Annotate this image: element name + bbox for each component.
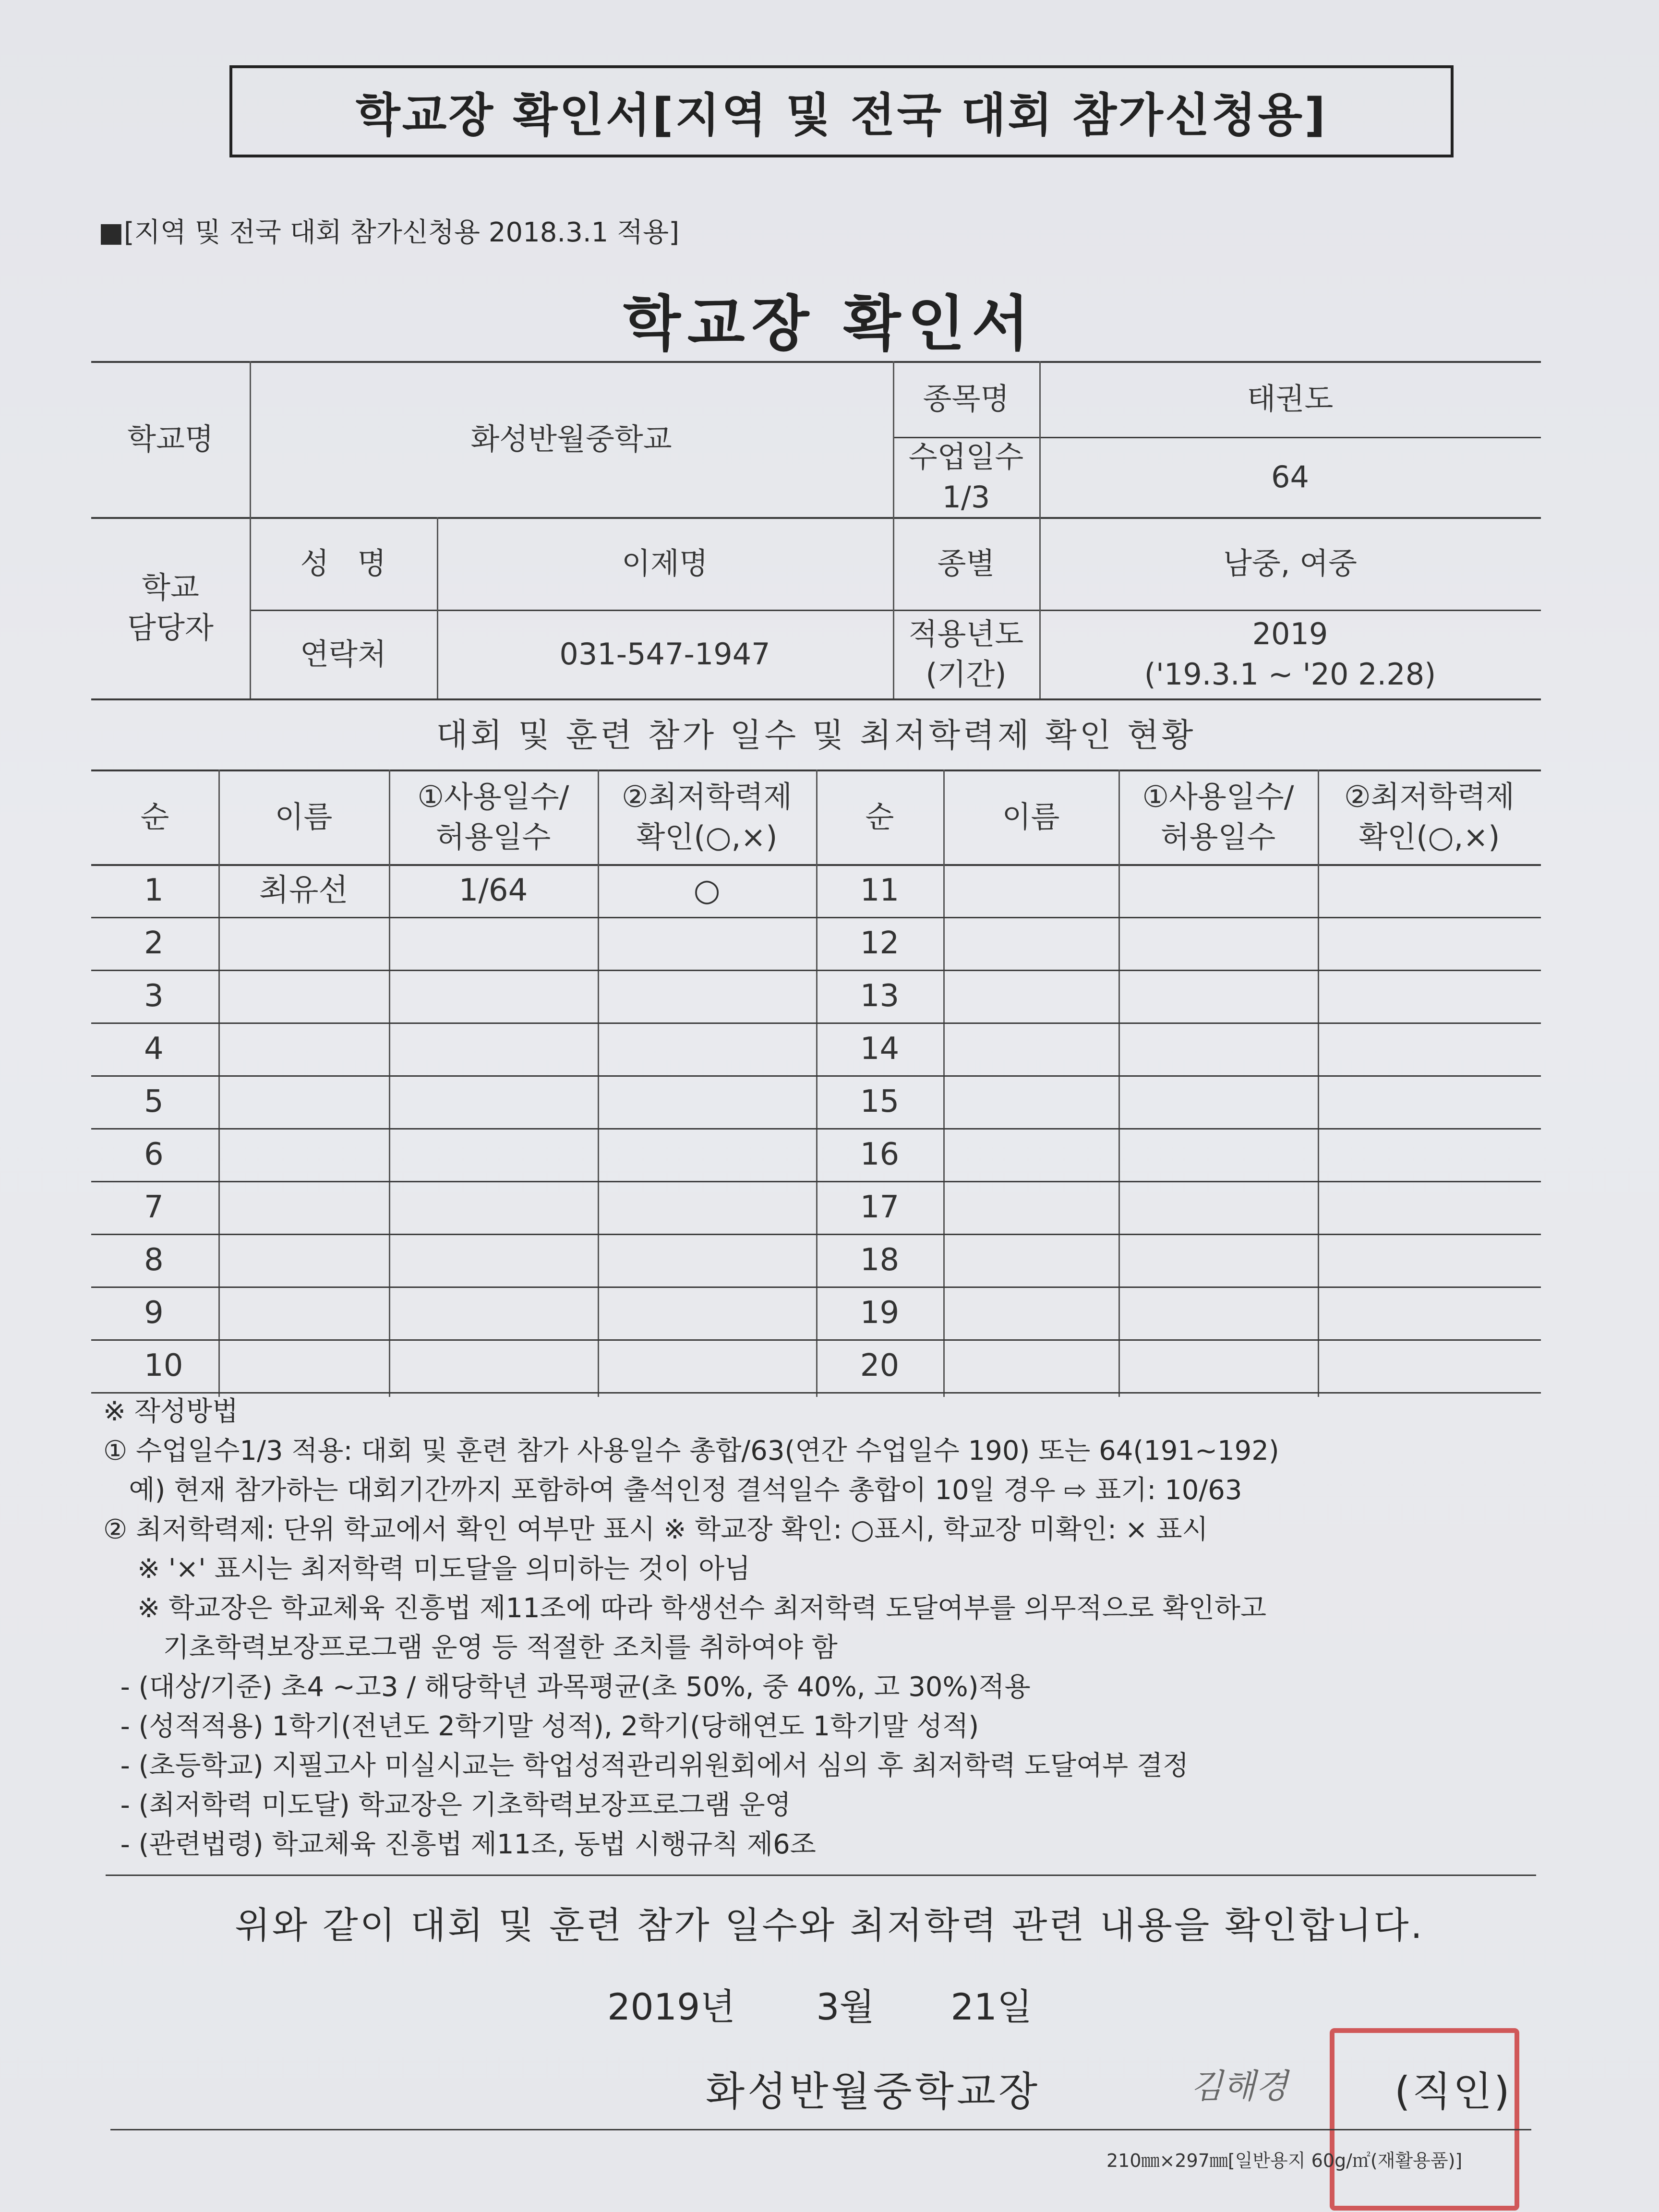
row-check-left <box>598 917 816 970</box>
row-num-right: 18 <box>860 1242 900 1278</box>
header-name-right: 이름 <box>1002 799 1060 834</box>
type-value: 남중, 여중 <box>1223 545 1357 581</box>
row-name-left <box>218 1234 389 1286</box>
seal-label: (직인) <box>1395 2068 1512 2115</box>
row-num-left: 8 <box>144 1242 164 1278</box>
row-num-left: 10 <box>144 1347 183 1383</box>
row-days-left <box>389 1128 598 1181</box>
notes-heading: ※ 작성방법 <box>103 1396 239 1427</box>
row-num-right: 16 <box>860 1136 900 1172</box>
note-header: ■[지역 및 전국 대회 참가신청용 2018.3.1 적용] <box>98 217 680 248</box>
contact-value: 031-547-1947 <box>559 636 770 672</box>
row-name-left: 최유선 <box>259 872 349 908</box>
header-num-right: 순 <box>865 799 894 834</box>
paper-spec: 210㎜×297㎜[일반용지 60g/㎡(재활용품)] <box>1106 2150 1463 2171</box>
footer-line <box>110 2129 1531 2130</box>
days-value: 64 <box>1271 459 1309 494</box>
row-days-left <box>389 970 598 1022</box>
staff-label: 학교 담당자 <box>127 570 214 645</box>
header-check-left: ②최저학력제 확인(○,×) <box>621 779 793 854</box>
row-name-left <box>218 970 389 1022</box>
row-check-left <box>598 1022 816 1075</box>
row-num-right: 11 <box>860 872 900 908</box>
note-line: ※ '×' 표시는 최저학력 미도달을 의미하는 것이 아님 <box>103 1553 751 1585</box>
note-line: - (초등학교) 지필고사 미실시교는 학업성적관리위원회에서 심의 후 최저학력 도달여부 결정 <box>103 1750 1189 1781</box>
contact-label: 연락처 <box>300 636 386 672</box>
row-name-left <box>218 1339 389 1392</box>
row-num-left: 4 <box>144 1031 164 1067</box>
note-line: ※ 학교장은 학교체육 진흥법 제11조에 따라 학생선수 최저학력 도달여부를 의무적으로 확인하고 <box>103 1593 1267 1624</box>
row-days-left <box>389 1075 598 1128</box>
header-box: 학교장 확인서[지역 및 전국 대회 참가신청용] <box>229 65 1454 157</box>
row-days-left <box>389 1339 598 1392</box>
year-value: 2019 ('19.3.1 ~ '20 2.28) <box>1144 616 1436 692</box>
type-label: 종별 <box>937 545 995 581</box>
row-name-left <box>218 1075 389 1128</box>
row-num-right: 14 <box>860 1031 900 1067</box>
row-check-left <box>598 1075 816 1128</box>
row-name-left <box>218 917 389 970</box>
header-num-left: 순 <box>140 799 169 834</box>
name-value: 이제명 <box>622 545 708 581</box>
info-bottom-line <box>91 698 1541 700</box>
signature: 김해경 <box>1190 2067 1288 2106</box>
row-name-left <box>218 1286 389 1339</box>
status-title: 대회 및 훈련 참가 일수 및 최저학력제 확인 현황 <box>436 716 1196 755</box>
row-days-left: 1/64 <box>458 872 528 908</box>
issue-date <box>607 1978 1032 2030</box>
row-num-left: 5 <box>144 1083 164 1119</box>
row-days-left <box>389 1181 598 1234</box>
principal-name: 화성반월중학교장 <box>706 2068 1041 2115</box>
sport-value: 태권도 <box>1247 381 1334 417</box>
row-num-left: 2 <box>144 925 164 961</box>
row-name-left <box>218 1022 389 1075</box>
name-label: 성 명 <box>300 545 386 581</box>
official-seal <box>1330 2028 1519 2211</box>
row-check-left <box>598 970 816 1022</box>
note-line: - (성적적용) 1학기(전년도 2학기말 성적), 2학기(당해연도 1학기말 성적) <box>103 1711 979 1742</box>
page-title: 학교장 확인서 <box>623 289 1036 359</box>
row-check-left <box>598 1286 816 1339</box>
note-line: - (최저학력 미도달) 학교장은 기초학력보장프로그램 운영 <box>103 1790 791 1821</box>
header-days-left: ①사용일수/ 허용일수 <box>417 779 569 854</box>
note-line: - (관련법령) 학교체육 진흥법 제11조, 동법 시행규칙 제6조 <box>103 1829 816 1860</box>
note-line: ① 수업일수1/3 적용: 대회 및 훈련 참가 사용일수 총합/63(연간 수업일수 190) 또는 64(191~192) <box>103 1435 1279 1467</box>
school-label: 학교명 <box>127 421 214 457</box>
note-line: ② 최저학력제: 단위 학교에서 확인 여부만 표시 ※ 학교장 확인: ○표시, 학교장 미확인: × 표시 <box>103 1514 1208 1545</box>
row-num-right: 12 <box>860 925 900 961</box>
row-num-left: 3 <box>144 978 164 1014</box>
row-name-left <box>218 1128 389 1181</box>
row-num-left: 7 <box>144 1189 164 1225</box>
row-num-right: 15 <box>860 1083 900 1119</box>
row-num-right: 13 <box>860 978 900 1014</box>
date-day: 21일 <box>950 1985 1033 2028</box>
row-days-left <box>389 1234 598 1286</box>
row-check-left <box>598 1128 816 1181</box>
sport-label: 종목명 <box>923 381 1010 417</box>
header-days-right: ①사용일수/ 허용일수 <box>1142 779 1294 854</box>
header-check-right: ②최저학력제 확인(○,×) <box>1344 779 1515 854</box>
row-check-left: ○ <box>693 872 721 908</box>
row-num-left: 1 <box>144 872 164 908</box>
row-days-left <box>389 1286 598 1339</box>
date-year: 2019년 <box>607 1985 735 2028</box>
row-num-right: 17 <box>860 1189 900 1225</box>
notes-bottom-line <box>106 1875 1536 1876</box>
days-label: 수업일수 1/3 <box>908 439 1024 515</box>
row-num-right: 19 <box>860 1295 900 1331</box>
row-days-left <box>389 1022 598 1075</box>
row-check-left <box>598 1339 816 1392</box>
date-month: 3월 <box>816 1985 875 2028</box>
note-line: 기초학력보장프로그램 운영 등 적절한 조치를 취하여야 함 <box>103 1632 838 1663</box>
row-check-left <box>598 1181 816 1234</box>
row-num-left: 9 <box>144 1295 164 1331</box>
note-line: - (대상/기준) 초4 ~고3 / 해당학년 과목평균(초 50%, 중 40%, 고 30%)적용 <box>103 1671 1031 1703</box>
note-line: 예) 현재 참가하는 대회기간까지 포함하여 출석인정 결석일수 총합이 10일 경우 ⇨ 표기: 10/63 <box>103 1475 1242 1506</box>
confirmation-text: 위와 같이 대회 및 훈련 참가 일수와 최저학력 관련 내용을 확인합니다. <box>235 1904 1424 1947</box>
row-num-right: 20 <box>860 1347 900 1383</box>
year-label: 적용년도 (기간) <box>908 616 1024 692</box>
school-value: 화성반월중학교 <box>470 421 672 457</box>
header-name-left: 이름 <box>275 799 333 834</box>
row-check-left <box>598 1234 816 1286</box>
row-days-left <box>389 917 598 970</box>
row-name-left <box>218 1181 389 1234</box>
notes-section <box>103 1392 1543 1864</box>
row-num-left: 6 <box>144 1136 164 1172</box>
